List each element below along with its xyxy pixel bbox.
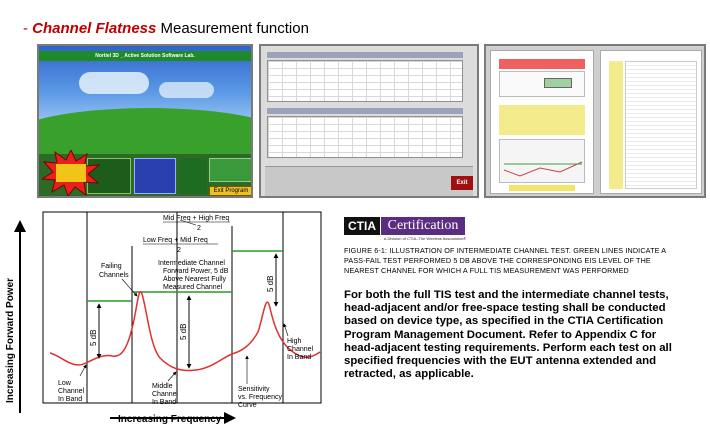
label-line: In Band [287,354,312,361]
report-data-table [625,61,697,189]
divisor-label: 2 [177,247,181,254]
graph-panel [267,60,463,102]
app-screenshot [37,44,253,198]
note-line: Measured Channel [163,284,223,291]
option-list [209,158,253,182]
exit-button[interactable]: Exit [451,176,473,190]
note-line: Intermediate Channel [158,260,225,267]
label-line: In Band [58,396,83,403]
label-line: Channel [152,391,179,398]
option-list [179,158,207,194]
slide-title [23,20,309,37]
db-label: 5 dB [179,323,188,340]
report-info-box [499,71,585,97]
db-label: 5 dB [89,329,98,346]
logo-tagline: A Division of CTIA–The Wireless Association® [383,236,466,241]
option-list [134,158,176,194]
label-line: In Band [152,399,177,406]
label-line: Sensitivity [238,386,270,393]
label-line: Channel [58,388,85,395]
note-line: Forward Power, 5 dB [163,268,229,275]
graph-panel [267,116,463,158]
report-page [490,50,594,194]
label-line: Channel [287,346,314,353]
db-label: 5 dB [266,275,275,292]
report-footer [509,185,575,191]
channel-flatness-diagram [0,208,330,429]
graph-title-bar [267,52,463,58]
exit-program-button[interactable]: Exit Program [209,186,253,196]
ctia-certification-logo [344,217,464,243]
graph-screenshot [259,44,479,198]
label-line: Middle [152,383,173,390]
failing-line: Channels [99,272,129,279]
y-axis-label: Increasing Forward Power [5,277,16,403]
note-line: Above Nearest Fully [163,276,227,283]
label-line: High [287,338,302,345]
cloud [159,82,214,98]
x-axis-label: Increasing Frequency [118,414,222,425]
graph-title-bar [267,108,463,114]
report-chart-lines [500,140,586,184]
report-image [544,78,572,88]
report-column [609,61,623,189]
divisor-label: 2 [197,225,201,232]
cloud [79,72,149,94]
logo-certification: Certification [381,217,465,235]
report-table [499,105,585,135]
starburst-highlight [42,150,100,196]
title-emphasis: Channel Flatness [32,20,157,37]
app-banner: Nortiel 3D _ Active Solution Software Lab. [39,51,251,61]
mid-high-label: Mid Freq + High Freq [163,215,230,222]
report-page [600,50,702,194]
report-chart [499,139,585,183]
report-screenshot [484,44,706,198]
low-mid-label: Low Freq + Mid Freq [143,237,208,244]
label-line: Low [58,380,71,387]
title-prefix: - [23,20,33,37]
label-line: Curve [238,402,257,409]
report-header [499,59,585,69]
intermediate-note [158,260,230,291]
body-paragraph: For both the full TIS test and the intermediate channel tests, head-adjacent and/or free-space testing shall be conducted based on device type, as specified in the CTIA Certification Program Management Document. Refer to Appendix C for head-adjacent testing requirements. Perform each test on all specified frequencies with the EUT antenna extended and retracted, as applicable. [344,289,672,381]
title-rest: Measurement function [156,20,309,37]
label-line: vs. Frequency [238,394,282,401]
failing-line: Failing [101,263,122,270]
figure-caption: FIGURE 6-1: ILLUSTRATION OF INTERMEDIATE CHANNEL TEST. GREEN LINES INDICATE A PASS-FAIL TEST PERFORMED 5 DB ABOVE THE CORRESPONDING EIS LEVEL OF THE NEAREST CHANNEL FOR WHICH A FULL TIS MEASUREMENT WAS PERFORMED [344,246,666,275]
logo-ctia: CTIA [344,217,380,235]
diagram-svg [0,208,330,429]
control-strip [265,166,473,196]
